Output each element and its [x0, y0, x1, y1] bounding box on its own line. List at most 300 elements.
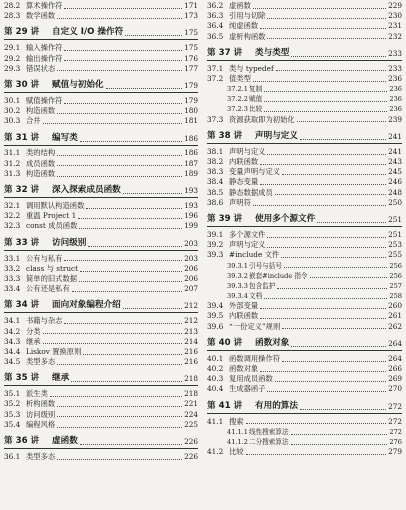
page-number: 203 — [184, 253, 198, 263]
chapter-heading[interactable] — [4, 372, 198, 386]
dot-leader — [57, 70, 182, 71]
page-number: 180 — [184, 106, 198, 116]
section-entry[interactable] — [207, 417, 402, 427]
page-number: 218 — [184, 389, 198, 399]
dot-leader — [78, 218, 182, 219]
section-number: 33.2 — [4, 263, 21, 273]
section-number: 36.4 — [207, 21, 224, 31]
section-entry[interactable] — [4, 357, 198, 367]
section-title: 公有与私有 — [26, 253, 63, 263]
chapter-title: 编写类 — [52, 132, 78, 143]
section-entry[interactable] — [207, 322, 402, 332]
dot-leader — [253, 205, 386, 206]
chapter-title: 自定义 I/O 操作符 — [52, 27, 124, 38]
section-entry[interactable] — [207, 188, 402, 198]
page-number: 272 — [389, 427, 402, 436]
section-entry[interactable] — [207, 250, 402, 260]
page-number: 186 — [184, 148, 198, 158]
section-title: 类型多态 — [26, 452, 56, 462]
section-number: 31.1 — [4, 148, 21, 158]
chapter-number: 第 39 讲 — [207, 214, 243, 224]
section-entry[interactable] — [4, 316, 198, 326]
section-number: 36.1 — [4, 452, 21, 462]
page-number: 243 — [388, 157, 402, 167]
section-entry[interactable] — [207, 240, 402, 250]
page-number: 233 — [388, 63, 402, 73]
section-entry[interactable] — [207, 312, 402, 322]
page-number: 199 — [184, 221, 198, 231]
section-entry[interactable] — [4, 64, 198, 74]
chapter-title: 类与类型 — [255, 47, 290, 58]
section-entry[interactable] — [207, 11, 402, 21]
dot-leader — [57, 406, 182, 407]
dot-leader — [79, 281, 182, 282]
dot-leader — [264, 101, 387, 102]
dot-leader — [267, 247, 386, 248]
page-number: 218 — [184, 374, 198, 384]
section-entry[interactable] — [4, 11, 198, 21]
chapter-number: 第 38 讲 — [207, 130, 243, 141]
dot-leader — [246, 423, 386, 424]
section-title: 错误状态 — [26, 63, 56, 73]
section-number: 30.2 — [4, 106, 21, 116]
dot-leader — [80, 271, 182, 272]
section-number: 34.1 — [4, 316, 21, 326]
section-entry[interactable] — [207, 115, 402, 125]
section-number: 30.3 — [4, 116, 21, 126]
section-number: 37.2.3 — [227, 105, 248, 114]
page-number: 256 — [389, 261, 402, 270]
section-title: 调用默认构造函数 — [26, 201, 85, 211]
section-number: 39.6 — [207, 321, 224, 331]
section-title: 书籍与杂志 — [26, 316, 63, 326]
section-entry[interactable] — [4, 337, 198, 347]
chapter-title: 深入探索成员函数 — [52, 185, 121, 196]
toc-column-left — [4, 1, 198, 462]
section-entry[interactable] — [4, 274, 198, 284]
section-title: 析构函数 — [26, 399, 56, 409]
section-title: 构造函数 — [26, 106, 56, 116]
section-title: 包含监护 — [249, 281, 276, 290]
dot-leader — [275, 381, 386, 382]
section-title: 构造函数 — [26, 168, 56, 178]
section-number: 31.3 — [4, 168, 21, 178]
section-number: 38.5 — [207, 187, 224, 197]
page-number: 229 — [388, 0, 402, 10]
section-entry[interactable] — [4, 96, 198, 106]
section-entry[interactable] — [4, 211, 198, 221]
dot-leader — [284, 267, 387, 268]
section-number: 39.3.3 — [227, 281, 248, 290]
section-entry[interactable] — [4, 159, 198, 169]
dot-leader — [253, 81, 386, 82]
section-entry[interactable] — [207, 74, 402, 84]
page-number: 233 — [388, 48, 402, 58]
page-number: 250 — [388, 197, 402, 207]
section-number: 33.4 — [4, 284, 21, 294]
dot-leader — [57, 176, 182, 177]
dot-leader — [71, 381, 182, 382]
chapter-heading[interactable] — [4, 26, 198, 40]
section-number: 39.5 — [207, 311, 224, 321]
section-entry[interactable] — [4, 221, 198, 231]
page-number: 251 — [388, 215, 402, 224]
section-title: #include 文件 — [229, 250, 280, 260]
dot-leader — [267, 38, 386, 39]
dot-leader — [50, 396, 182, 397]
section-title: 搜索 — [229, 416, 244, 426]
section-title: 分类 — [26, 326, 41, 336]
page-number: 241 — [388, 131, 402, 141]
section-entry[interactable] — [4, 264, 198, 274]
page-number: 214 — [184, 336, 198, 346]
dot-leader — [275, 194, 386, 195]
section-title: 资源获取即为初始化 — [229, 114, 295, 124]
chapter-heading[interactable] — [207, 47, 402, 61]
section-title: 派生类 — [26, 389, 48, 399]
page-number: 206 — [184, 263, 198, 273]
chapter-title: 有用的算法 — [255, 400, 298, 411]
section-title: 合并 — [26, 116, 41, 126]
chapter-heading[interactable] — [4, 435, 198, 449]
dot-leader — [260, 308, 386, 309]
dot-leader — [300, 409, 386, 410]
section-number: 32.2 — [4, 211, 21, 221]
section-title: Liskov 置换原则 — [26, 346, 82, 356]
page-number: 236 — [389, 85, 402, 94]
section-number: 39.2 — [207, 240, 224, 250]
section-title: 重温 Project 1 — [26, 211, 77, 221]
section-title: 输出操作符 — [26, 53, 63, 63]
section-entry[interactable] — [4, 54, 198, 64]
dot-leader — [64, 50, 182, 51]
dot-leader — [300, 139, 386, 140]
section-title: 声明符 — [229, 197, 251, 207]
dot-leader — [260, 318, 386, 319]
section-number: 40.2 — [207, 364, 224, 374]
dot-leader — [267, 154, 386, 155]
section-number: 33.1 — [4, 253, 21, 263]
page-number: 187 — [184, 158, 198, 168]
dot-leader — [291, 434, 388, 435]
page-number: 171 — [184, 0, 198, 10]
dot-leader — [317, 222, 386, 223]
section-entry[interactable] — [207, 147, 402, 157]
page-number: 257 — [389, 281, 402, 290]
dot-leader — [64, 8, 182, 9]
dot-leader — [80, 141, 182, 142]
section-number: 37.1 — [207, 63, 224, 73]
section-number: 38.6 — [207, 197, 224, 207]
section-title: 二分搜索算法 — [249, 437, 289, 446]
dot-leader — [282, 328, 386, 329]
chapter-number: 第 35 讲 — [4, 373, 40, 384]
section-number: 35.4 — [4, 419, 21, 429]
chapter-number: 第 32 讲 — [4, 185, 40, 196]
dot-leader — [267, 237, 386, 238]
section-title: 虚析构函数 — [229, 31, 266, 41]
page-number: 207 — [184, 284, 198, 294]
page-number: 193 — [184, 186, 198, 196]
section-title: 类与 typedef — [229, 63, 274, 73]
chapter-number: 第 40 讲 — [207, 337, 243, 348]
section-entry[interactable] — [207, 230, 402, 240]
section-number: 39.1 — [207, 229, 224, 239]
chapter-heading[interactable] — [4, 184, 198, 198]
chapter-heading[interactable] — [207, 400, 402, 414]
section-number: 36.5 — [207, 31, 224, 41]
section-title: 复制 — [249, 85, 263, 94]
section-title: 嵌套#include 指令 — [249, 271, 308, 280]
section-number: 39.3.4 — [227, 292, 248, 301]
chapter-heading[interactable] — [207, 337, 402, 351]
page-number: 262 — [388, 321, 402, 331]
section-number: 35.2 — [4, 399, 21, 409]
page-number: 177 — [184, 63, 198, 73]
chapter-title: 使用多个源文件 — [255, 214, 316, 224]
section-title: 静态变量 — [229, 177, 259, 187]
section-title: 函数调用操作符 — [229, 353, 281, 363]
page-number: 270 — [388, 384, 402, 394]
section-entry[interactable] — [4, 201, 198, 211]
dot-leader — [57, 165, 182, 166]
page-number: 175 — [184, 43, 198, 53]
chapter-number: 第 33 讲 — [4, 237, 40, 248]
page-number: 203 — [184, 238, 198, 248]
dot-leader — [106, 88, 182, 89]
section-entry[interactable] — [207, 177, 402, 187]
subsection-entry[interactable] — [207, 281, 402, 291]
page-number: 213 — [184, 326, 198, 336]
section-number: 40.3 — [207, 374, 224, 384]
dot-leader — [246, 454, 386, 455]
page-number: 236 — [389, 105, 402, 114]
section-entry[interactable] — [207, 364, 402, 374]
page-number: 216 — [184, 346, 198, 356]
page-number: 179 — [184, 95, 198, 105]
section-number: 34.5 — [4, 357, 21, 367]
section-number: 40.4 — [207, 384, 224, 394]
chapter-number: 第 30 讲 — [4, 79, 40, 90]
subsection-entry[interactable] — [207, 271, 402, 281]
page-number: 179 — [184, 80, 198, 90]
section-number: 36.2 — [207, 0, 224, 10]
chapter-heading[interactable] — [4, 237, 198, 251]
page-number: 264 — [388, 338, 402, 348]
section-title: “一份定义”规则 — [229, 321, 281, 331]
page-number: 225 — [184, 419, 198, 429]
dot-leader — [57, 427, 182, 428]
dot-leader — [57, 416, 182, 417]
section-entry[interactable] — [207, 354, 402, 364]
page-number: 231 — [388, 21, 402, 31]
section-title: class 与 struct — [26, 263, 79, 273]
section-number: 30.1 — [4, 95, 21, 105]
dot-leader — [57, 113, 182, 114]
page-number: 186 — [184, 133, 198, 143]
page-number: 241 — [388, 146, 402, 156]
section-title: 数学函数 — [26, 11, 56, 21]
section-entry[interactable] — [207, 384, 402, 394]
page-number: 232 — [388, 31, 402, 41]
section-entry[interactable] — [4, 327, 198, 337]
section-title: 多个源文件 — [229, 229, 266, 239]
dot-leader — [88, 246, 182, 247]
dot-leader — [123, 308, 182, 309]
section-title: 比较 — [229, 447, 244, 457]
subsection-entry[interactable] — [207, 105, 402, 115]
section-title: 值类型 — [229, 73, 251, 83]
section-entry[interactable] — [4, 389, 198, 399]
dot-leader — [253, 8, 386, 9]
chapter-heading[interactable] — [207, 213, 402, 227]
section-entry[interactable] — [4, 452, 198, 462]
dot-leader — [260, 164, 386, 165]
section-number: 35.3 — [4, 409, 21, 419]
subsection-entry[interactable] — [207, 427, 402, 437]
section-entry[interactable] — [207, 32, 402, 42]
section-title: 静态数据成员 — [229, 187, 273, 197]
section-number: 28.2 — [4, 0, 21, 10]
section-title: 引号与括号 — [249, 261, 282, 270]
section-title: 简单的旧式数据 — [26, 273, 78, 283]
subsection-entry[interactable] — [207, 261, 402, 271]
section-entry[interactable] — [207, 21, 402, 31]
section-number: 37.2 — [207, 73, 224, 83]
section-entry[interactable] — [4, 284, 198, 294]
section-entry[interactable] — [207, 157, 402, 167]
chapter-number: 第 36 讲 — [4, 436, 40, 447]
section-title: 成员函数 — [26, 158, 56, 168]
subsection-entry[interactable] — [207, 291, 402, 301]
section-title: 虚函数 — [229, 0, 251, 10]
section-number: 29.3 — [4, 63, 21, 73]
section-title: 内联函数 — [229, 157, 259, 167]
section-title: 赋值 — [249, 95, 263, 104]
chapter-heading[interactable] — [4, 79, 198, 93]
section-number: 39.3.2 — [227, 271, 248, 280]
section-entry[interactable] — [4, 149, 198, 159]
page-number: 269 — [388, 374, 402, 384]
section-title: 外部变量 — [229, 301, 259, 311]
section-number: 41.1.2 — [227, 437, 248, 446]
dot-leader — [297, 121, 386, 122]
chapter-number: 第 34 讲 — [4, 300, 40, 311]
section-entry[interactable] — [207, 167, 402, 177]
section-entry[interactable] — [4, 400, 198, 410]
page-number: 193 — [184, 201, 198, 211]
section-number: 31.2 — [4, 158, 21, 168]
section-number: 34.2 — [4, 326, 21, 336]
page-number: 236 — [389, 95, 402, 104]
section-title: 函数对象 — [229, 364, 259, 374]
dot-leader — [282, 361, 386, 362]
page-number: 258 — [389, 292, 402, 301]
section-number: 34.4 — [4, 346, 21, 356]
dot-leader — [277, 288, 387, 289]
page-number: 266 — [388, 364, 402, 374]
section-title: 输入操作符 — [26, 43, 63, 53]
chapter-heading[interactable] — [207, 130, 402, 144]
section-title: 类型多态 — [26, 357, 56, 367]
section-title: 声明与定义 — [229, 240, 266, 250]
dot-leader — [57, 18, 182, 19]
section-title: 文档 — [249, 292, 263, 301]
section-entry[interactable] — [4, 1, 198, 11]
section-number: 32.3 — [4, 221, 21, 231]
section-number: 41.1.1 — [227, 427, 248, 436]
dot-leader — [72, 291, 182, 292]
dot-leader — [260, 184, 386, 185]
page-number: 272 — [388, 416, 402, 426]
dot-leader — [291, 56, 386, 57]
dot-leader — [264, 111, 387, 112]
dot-leader — [123, 193, 182, 194]
dot-leader — [43, 123, 182, 124]
page-number: 261 — [388, 311, 402, 321]
section-entry[interactable] — [4, 43, 198, 53]
section-title: 线性搜索算法 — [249, 427, 289, 436]
chapter-title: 声明与定义 — [255, 130, 298, 141]
subsection-entry[interactable] — [207, 94, 402, 104]
dot-leader — [64, 103, 182, 104]
section-title: 算术操作符 — [26, 0, 63, 10]
page-number: 196 — [184, 211, 198, 221]
section-number: 38.3 — [207, 167, 224, 177]
section-title: 公有还是私有 — [26, 284, 70, 294]
section-number: 29.1 — [4, 43, 21, 53]
section-entry[interactable] — [4, 116, 198, 126]
section-entry[interactable] — [4, 420, 198, 430]
page-number: 276 — [389, 437, 402, 446]
section-title: 编程风格 — [26, 419, 56, 429]
page-number: 173 — [184, 11, 198, 21]
section-entry[interactable] — [207, 301, 402, 311]
dot-leader — [64, 260, 182, 261]
section-number: 34.3 — [4, 336, 21, 346]
section-number: 39.3 — [207, 250, 224, 260]
section-entry[interactable] — [207, 64, 402, 74]
chapter-title: 虚函数 — [52, 436, 78, 447]
chapter-title: 赋值与初始化 — [52, 79, 104, 90]
dot-leader — [125, 35, 182, 36]
section-entry[interactable] — [207, 1, 402, 11]
subsection-entry[interactable] — [207, 437, 402, 447]
page-number: 260 — [388, 301, 402, 311]
section-entry[interactable] — [4, 410, 198, 420]
page-number: 272 — [388, 401, 402, 411]
page-number: 255 — [388, 250, 402, 260]
section-entry[interactable] — [4, 106, 198, 116]
dot-leader — [260, 371, 386, 372]
chapter-heading[interactable] — [4, 299, 198, 313]
page-number: 236 — [388, 73, 402, 83]
page-number: 239 — [388, 114, 402, 124]
section-entry[interactable] — [207, 447, 402, 457]
section-entry[interactable] — [4, 169, 198, 179]
chapter-heading[interactable] — [4, 132, 198, 146]
section-entry[interactable] — [4, 347, 198, 357]
section-number: 38.1 — [207, 146, 224, 156]
section-number: 32.1 — [4, 201, 21, 211]
section-number: 38.2 — [207, 157, 224, 167]
chapter-title: 函数对象 — [255, 337, 290, 348]
section-entry[interactable] — [4, 254, 198, 264]
section-entry[interactable] — [207, 198, 402, 208]
section-entry[interactable] — [207, 374, 402, 384]
dot-leader — [291, 346, 386, 347]
subsection-entry[interactable] — [207, 84, 402, 94]
